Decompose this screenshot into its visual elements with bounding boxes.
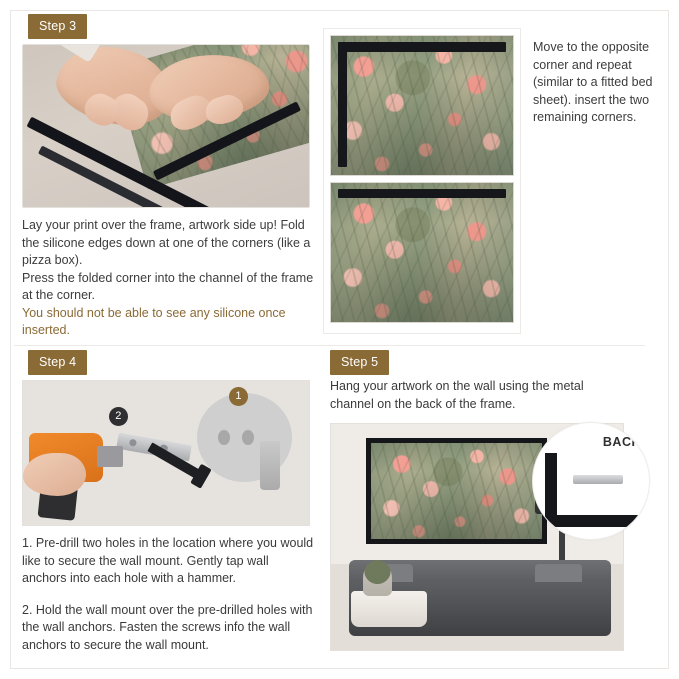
step-3-section <box>21 14 661 344</box>
drill-diagram <box>23 381 309 525</box>
floral-pattern-icon <box>331 36 513 175</box>
step-5-badge: Step 5 <box>330 350 389 375</box>
step-3-line-1: Lay your print over the frame, artwork side up! Fold the silicone edges down at one of the corners (like a pizza box). <box>22 218 311 267</box>
frame-edge-top <box>338 189 505 198</box>
side-table <box>351 591 427 627</box>
step-3-detail-images <box>323 28 521 334</box>
step-4-badge: Step 4 <box>28 350 87 375</box>
step-3-main-image <box>22 44 310 208</box>
step-3-badge: Step 3 <box>28 14 87 39</box>
floral-pattern-icon <box>371 443 542 539</box>
step-3-warning: You should not be able to see any silicone once inserted. <box>22 305 286 337</box>
frame-back-edge-horizontal <box>545 515 639 527</box>
folding-print-scene <box>23 45 309 207</box>
section-divider <box>14 345 645 346</box>
hand-holding-drill <box>23 453 86 496</box>
pre-drilled-hole <box>218 430 230 445</box>
floral-pattern-icon <box>331 183 513 322</box>
step-5-section <box>330 350 650 660</box>
step-3-side-note: Move to the opposite corner and repeat (similar to a fitted bed sheet). insert the two remaining corners. <box>533 40 653 124</box>
step-4-image <box>22 380 310 526</box>
drill-chuck <box>97 446 123 468</box>
step-3-detail-image-top <box>330 35 514 176</box>
step-5-text: Hang your artwork on the wall using the metal channel on the back of the frame. <box>330 379 584 411</box>
step-4-item-1: 1. Pre-drill two holes in the location where you would like to secure the wall mount. Gently tap wall anchors into each hole with a hammer. <box>22 536 314 585</box>
step-3-line-2: Press the folded corner into the channel of the frame at the corner. <box>22 270 314 302</box>
step-3-detail-image-bottom <box>330 182 514 323</box>
plant-decor <box>363 560 392 596</box>
step-4-badge-wrap <box>28 350 87 375</box>
artwork-canvas <box>371 443 542 539</box>
frame-edge-top <box>338 42 505 52</box>
hung-artwork <box>366 438 547 544</box>
step-4-text <box>22 535 314 668</box>
callout-number-2: 2 <box>109 407 128 426</box>
metal-channel-icon <box>573 475 623 484</box>
frame-edge-left <box>338 42 347 167</box>
wall-anchor-icon <box>260 441 280 490</box>
step-3-text <box>22 217 322 340</box>
pre-drilled-hole <box>242 430 254 445</box>
step-5-badge-wrap <box>330 350 389 375</box>
callout-label: BACK <box>602 435 641 449</box>
callout-number-1: 1 <box>229 387 248 406</box>
step-4-item-2: 2. Hold the wall mount over the pre-drilled holes with the wall anchors. Fasten the screws info the wall anchors to secure the wall mount. <box>22 602 313 652</box>
step-4-section <box>21 350 321 660</box>
step-3-badge-wrap <box>28 14 87 39</box>
back-of-frame-callout <box>532 422 650 540</box>
sleeve <box>56 44 102 63</box>
